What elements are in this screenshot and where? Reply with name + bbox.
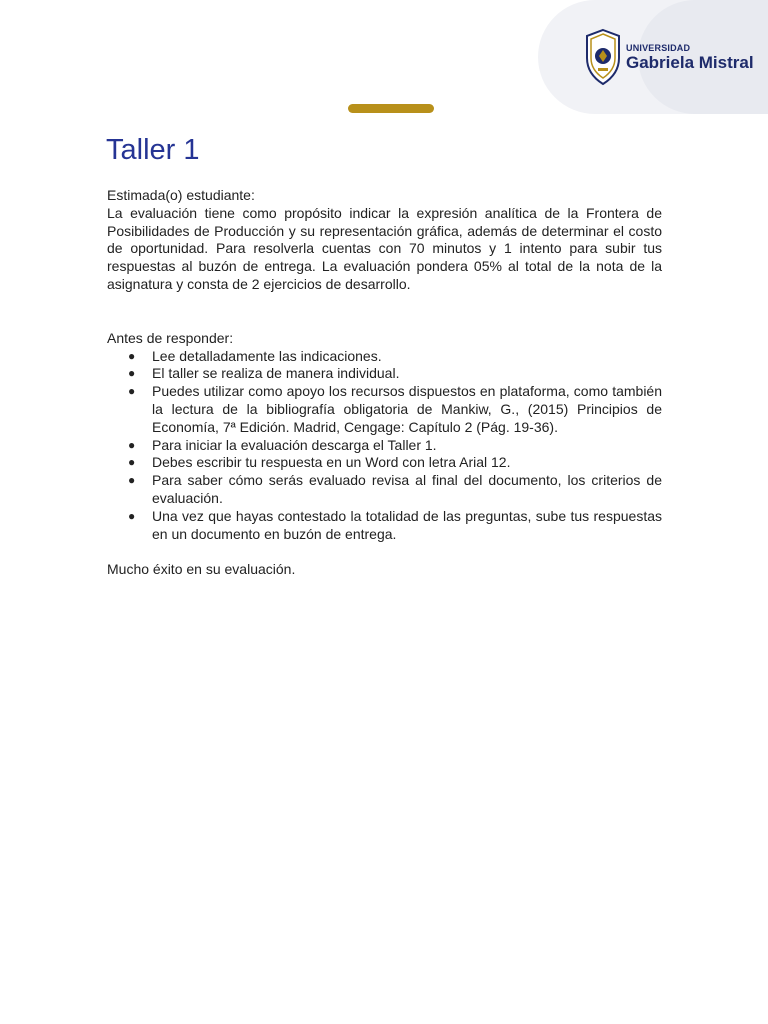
university-seal-icon: [584, 28, 622, 86]
page-title: Taller 1: [106, 134, 200, 166]
before-heading: Antes de responder:: [107, 329, 234, 346]
document-body: [107, 187, 662, 579]
university-logo: [584, 28, 754, 86]
list-item: ● Debes escribir tu respuesta en un Word con letra Arial 12.: [128, 454, 511, 471]
accent-bar: [348, 104, 434, 113]
bullet-icon: ●: [128, 473, 136, 488]
greeting: Estimada(o) estudiante:: [107, 187, 255, 203]
bullet-icon: ●: [128, 508, 136, 523]
closing-text: Mucho éxito en su evaluación.: [107, 561, 296, 578]
logo-name-text: Gabriela Mistral: [626, 52, 754, 72]
list-item: ● Puedes utilizar como apoyo los recursos dispuestos en plataforma, como también la lectura de la bibliografía obligatoria de Mankiw, G., (2015) Principios de Economía, 7ª Edición. Madrid, Cengage: Capítulo 2 (Pág. 19-36).: [128, 383, 662, 435]
list-item: ● Una vez que hayas contestado la totalidad de las preguntas, sube tus respuestas en un documento en buzón de entrega.: [128, 507, 662, 542]
bullet-icon: ●: [128, 366, 136, 381]
bullet-icon: ●: [128, 384, 136, 399]
intro-paragraph: La evaluación tiene como propósito indicar la expresión analítica de la Frontera de Posibilidades de Producción y su representación gráfica, además de determinar el costo de oportunidad. Para resolverla cuentas con 70 minutos y 1 intento para subir tus respuestas al buzón de entrega. La evaluación pondera 05% al total de la nota de la asignatura y consta de 2 ejercicios de desarrollo.: [107, 204, 662, 292]
bullet-icon: ●: [128, 437, 136, 452]
bullet-icon: ●: [128, 455, 136, 470]
instructions-list: [107, 348, 662, 544]
list-item: ● El taller se realiza de manera individual.: [128, 365, 400, 382]
list-item: ● Para iniciar la evaluación descarga el Taller 1.: [128, 436, 437, 453]
logo-small-text: UNIVERSIDAD: [626, 42, 691, 53]
list-item: ● Para saber cómo serás evaluado revisa al final del documento, los criterios de evaluación.: [128, 472, 662, 506]
bullet-icon: ●: [128, 348, 136, 363]
list-item: ● Lee detalladamente las indicaciones.: [128, 347, 382, 364]
